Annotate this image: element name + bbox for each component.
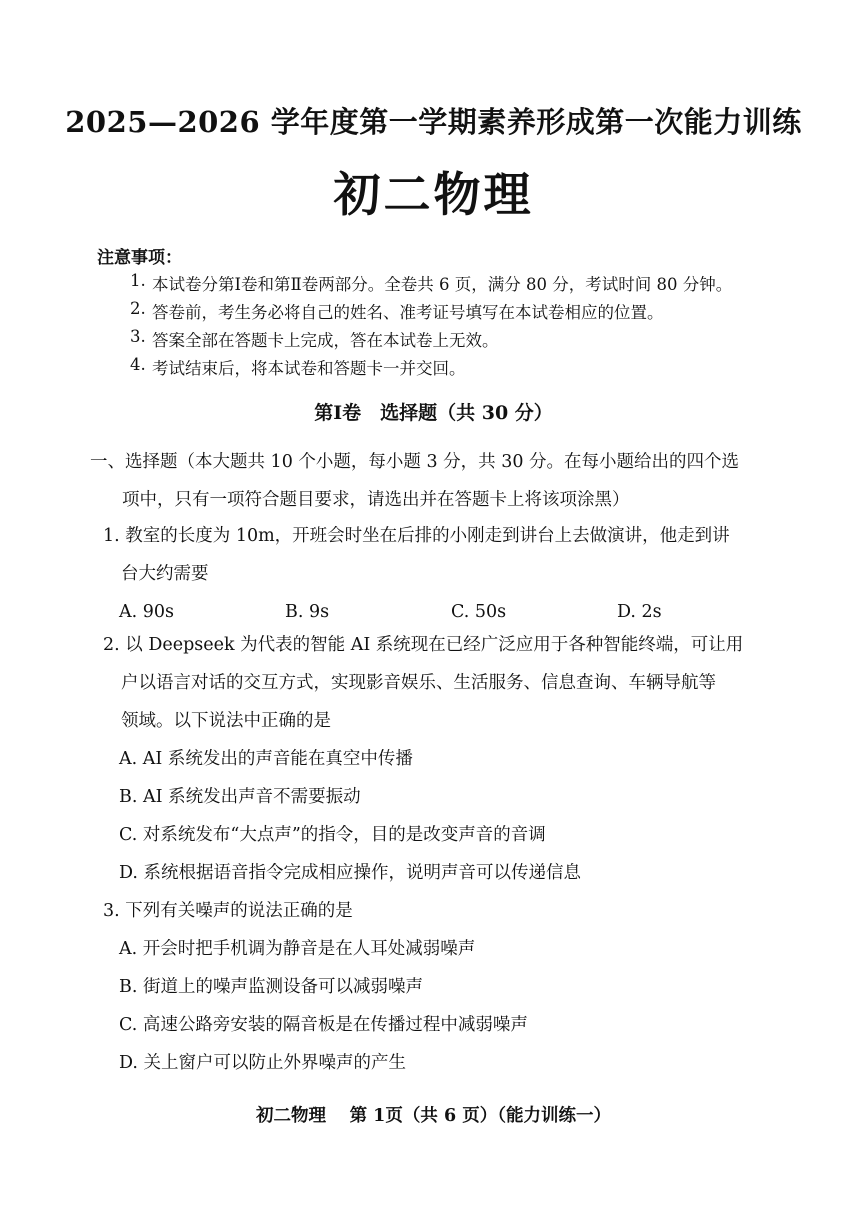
note-number: 1. (130, 271, 146, 290)
option-d: D. 系统根据语音指令完成相应操作，说明声音可以传递信息 (119, 863, 582, 883)
part-instructions (90, 443, 770, 519)
section-heading: 第Ⅰ卷 选择题（共 30 分） (314, 402, 553, 424)
question-stem: 领域。以下说法中正确的是 (121, 711, 331, 731)
note-number: 3. (130, 327, 146, 346)
note-item (130, 355, 850, 383)
option-c: C. 高速公路旁安装的隔音板是在传播过程中减弱噪声 (119, 1015, 528, 1035)
option-c: C. 50s (451, 602, 507, 622)
option-b: B. AI 系统发出声音不需要振动 (119, 787, 361, 807)
option-d: D. 关上窗户可以防止外界噪声的产生 (119, 1053, 407, 1073)
note-item (130, 299, 850, 327)
exam-title: 2025—2026 学年度第一学期素养形成第一次能力训练 (65, 105, 802, 139)
question-1 (103, 517, 783, 631)
note-text: 答卷前，考生务必将自己的姓名、准考证号填写在本试卷相应的位置。 (152, 303, 664, 322)
question-2 (103, 626, 783, 892)
note-item (130, 271, 850, 299)
page-footer: 初二物理 第 1页（共 6 页）（能力训练一） (256, 1106, 611, 1126)
option-d: D. 2s (617, 602, 662, 622)
subject-title: 初二物理 (333, 168, 534, 223)
option-b: B. 9s (285, 602, 330, 622)
notes-heading: 注意事项： (97, 248, 182, 268)
note-item (130, 327, 850, 355)
part-instructions-line: 项中，只有一项符合题目要求，请选出并在答题卡上将该项涂黑） (122, 490, 630, 510)
option-c: C. 对系统发布“大点声”的指令，目的是改变声音的音调 (119, 825, 546, 845)
question-stem: 2. 以 Deepseek 为代表的智能 AI 系统现在已经广泛应用于各种智能终端，可让用 (103, 635, 744, 655)
note-number: 4. (130, 355, 146, 374)
notes-list (130, 271, 850, 383)
note-number: 2. (130, 299, 146, 318)
note-text: 答案全部在答题卡上完成，答在本试卷上无效。 (152, 331, 499, 350)
question-stem: 台大约需要 (121, 564, 209, 584)
option-a: A. 开会时把手机调为静音是在人耳处减弱噪声 (119, 939, 476, 959)
question-3 (103, 892, 783, 1082)
question-stem: 3. 下列有关噪声的说法正确的是 (103, 901, 353, 921)
option-a: A. AI 系统发出的声音能在真空中传播 (119, 749, 413, 769)
note-text: 考试结束后，将本试卷和答题卡一并交回。 (152, 359, 466, 378)
question-stem: 户以语言对话的交互方式，实现影音娱乐、生活服务、信息查询、车辆导航等 (121, 673, 716, 693)
question-stem: 1. 教室的长度为 10m，开班会时坐在后排的小刚走到讲台上去做演讲，他走到讲 (103, 526, 730, 546)
note-text: 本试卷分第Ⅰ卷和第Ⅱ卷两部分。全卷共 6 页，满分 80 分，考试时间 80 分钟。 (152, 275, 733, 294)
option-b: B. 街道上的噪声监测设备可以减弱噪声 (119, 977, 423, 997)
part-instructions-line: 一、选择题（本大题共 10 个小题，每小题 3 分，共 30 分。在每小题给出的四个选 (90, 452, 740, 472)
option-a: A. 90s (119, 602, 175, 622)
